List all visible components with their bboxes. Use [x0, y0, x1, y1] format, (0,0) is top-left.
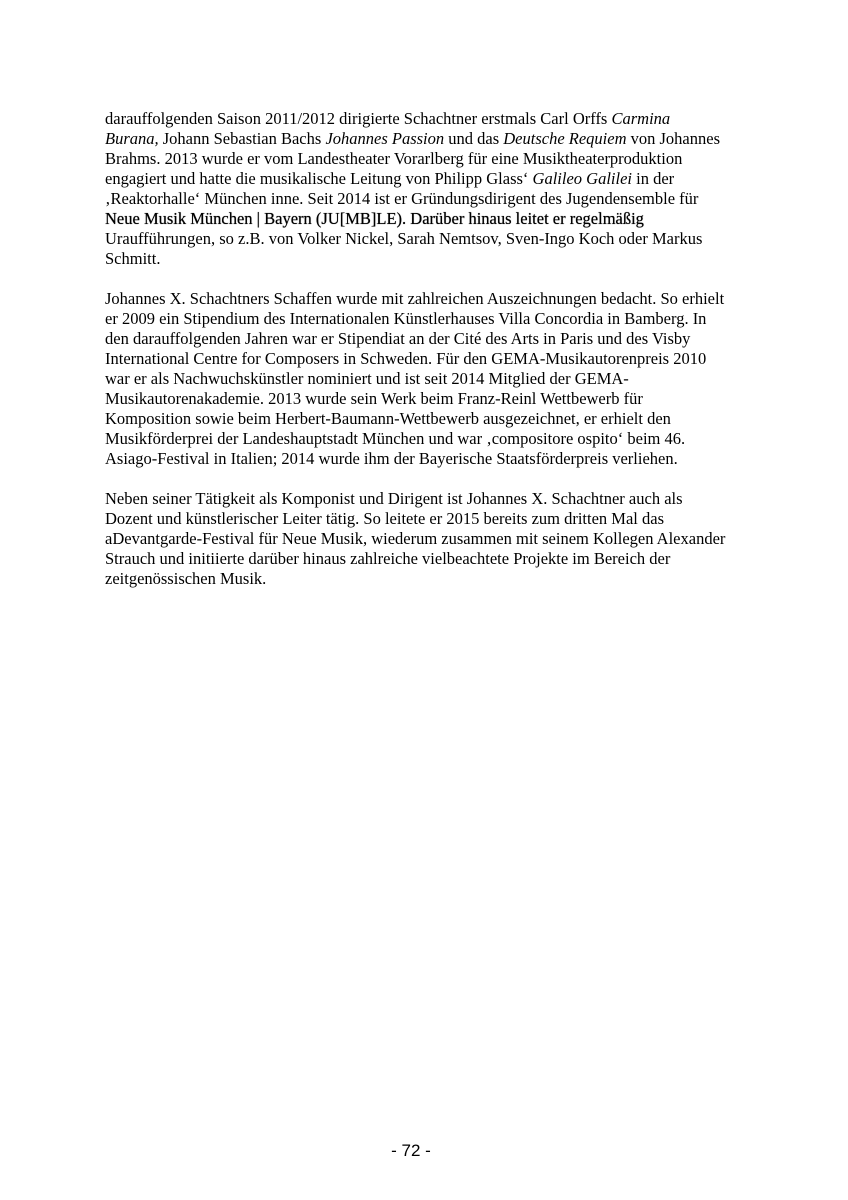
text-line [105, 449, 755, 469]
text-segment: Dozent und künstlerischer Leiter tätig. So leitete er 2015 bereits zum dritten Mal das [105, 509, 665, 528]
text-line [105, 289, 755, 309]
text-segment: Musikautorenakademie. 2013 wurde sein Werk beim Franz-Reinl Wettbewerb für [105, 389, 643, 408]
text-segment: von Johannes [626, 129, 721, 148]
italic-text-segment: Deutsche Requiem [503, 129, 627, 148]
text-segment: und das [444, 129, 504, 148]
text-line [105, 549, 755, 569]
text-segment: zeitgenössischen Musik. [105, 569, 267, 588]
text-line [105, 169, 755, 189]
text-line [105, 489, 755, 509]
text-line [105, 229, 755, 249]
text-line [105, 369, 755, 389]
text-segment: engagiert und hatte die musikalische Leitung von Philipp Glass‘ [105, 169, 533, 188]
paragraph [105, 289, 755, 469]
italic-text-segment: Carmina [611, 109, 671, 128]
text-segment: Brahms. 2013 wurde er vom Landestheater Vorarlberg für eine Musiktheaterproduktion [105, 149, 683, 168]
text-segment: Asiago-Festival in Italien; 2014 wurde ihm der Bayerische Staatsförderpreis verliehen. [105, 449, 678, 468]
text-line [105, 249, 755, 269]
italic-text-segment: Galileo Galilei [532, 169, 632, 188]
text-line [105, 409, 755, 429]
text-segment: in der [632, 169, 675, 188]
text-segment: Johann Sebastian Bachs [158, 129, 326, 148]
text-line [105, 389, 755, 409]
italic-text-segment: Johannes Passion [325, 129, 445, 148]
text-segment: Neben seiner Tätigkeit als Komponist und Dirigent ist Johannes X. Schachtner auch als [105, 489, 683, 508]
text-segment: Komposition sowie beim Herbert-Baumann-Wettbewerb ausgezeichnet, er erhielt den [105, 409, 671, 428]
text-segment: ‚Reaktorhalle‘ München inne. Seit 2014 ist er Gründungsdirigent des Jugendensemble für [105, 189, 699, 208]
text-segment: Strauch und initiierte darüber hinaus zahlreiche vielbeachtete Projekte im Bereich der [105, 549, 671, 568]
text-segment: den darauffolgenden Jahren war er Stipendiat an der Cité des Arts in Paris und des Visby [105, 329, 691, 348]
italic-text-segment: Burana, [105, 129, 159, 148]
text-line [105, 329, 755, 349]
text-segment: war er als Nachwuchskünstler nominiert und ist seit 2014 Mitglied der GEMA- [105, 369, 629, 388]
text-line [105, 569, 755, 589]
paragraph [105, 109, 755, 269]
text-segment: Uraufführungen, so z.B. von Volker Nickel, Sarah Nemtsov, Sven-Ingo Koch oder Markus [105, 229, 703, 248]
text-segment: darauffolgenden Saison 2011/2012 dirigierte Schachtner erstmals Carl Orffs [105, 109, 612, 128]
text-segment: International Centre for Composers in Schweden. Für den GEMA-Musikautorenpreis 2010 [105, 349, 707, 368]
text-line [105, 509, 755, 529]
text-line [105, 309, 755, 329]
text-segment: Musikförderprei der Landeshauptstadt München und war ‚compositore ospito‘ beim 46. [105, 429, 686, 448]
text-block [105, 109, 755, 589]
text-segment: Schmitt. [105, 249, 161, 268]
text-line [105, 429, 755, 449]
page-number: - 72 - [391, 1141, 431, 1160]
text-segment: aDevantgarde-Festival für Neue Musik, wiederum zusammen mit seinem Kollegen Alexander [105, 529, 726, 548]
text-line [105, 149, 755, 169]
paragraph [105, 489, 755, 589]
text-line [105, 189, 755, 209]
text-segment: Johannes X. Schachtners Schaffen wurde mit zahlreichen Auszeichnungen bedacht. So erhielt [105, 289, 725, 308]
text-segment: Neue Musik München | Bayern (JU[MB]LE). Darüber hinaus leitet er regelmäßig [105, 209, 644, 228]
text-segment: er 2009 ein Stipendium des Internationalen Künstlerhauses Villa Concordia in Bamberg. In [105, 309, 707, 328]
text-line [105, 129, 755, 149]
text-line [105, 529, 755, 549]
text-line [105, 349, 755, 369]
text-line [105, 209, 755, 229]
text-line [105, 109, 755, 129]
